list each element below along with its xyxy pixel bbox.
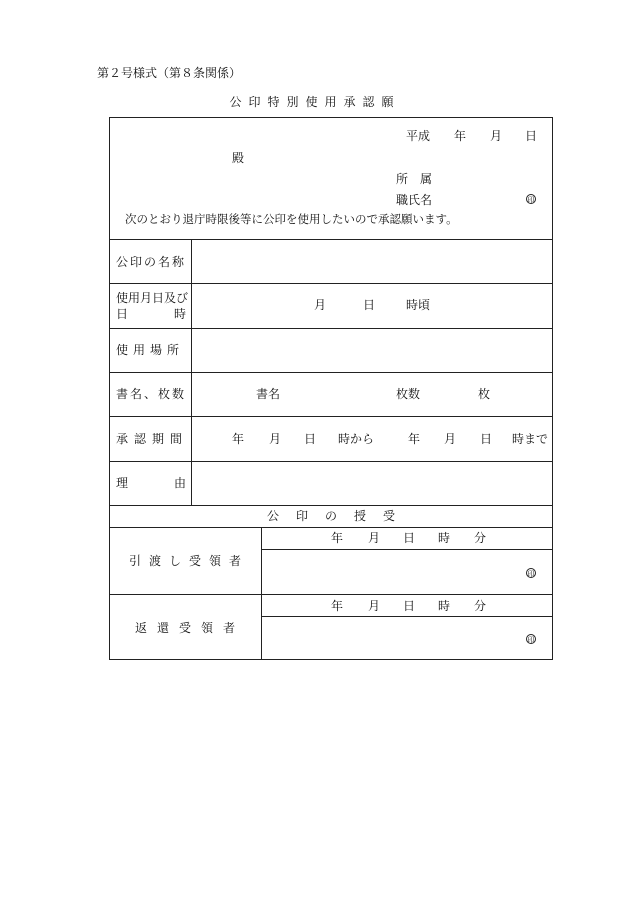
column-divider (191, 239, 192, 505)
date-month-unit: 月 (490, 129, 503, 143)
doc-count-label: 書名、枚数 (116, 387, 187, 401)
row-divider (261, 549, 553, 550)
period-from-hour: 時から (338, 432, 375, 446)
handover-day-unit: 日 (403, 531, 416, 545)
period-year-to: 年 (408, 432, 421, 446)
use-datetime-label: 使用月日及び (116, 291, 189, 305)
use-time-unit: 時頃 (406, 298, 431, 312)
period-month-to: 月 (444, 432, 457, 446)
row-divider (109, 461, 553, 462)
row-divider (109, 416, 553, 417)
doc-name-label: 書名 (256, 387, 281, 401)
row-divider (109, 594, 553, 595)
seal-name-label: 公印の名称 (116, 255, 187, 269)
handover-hour-unit: 時 (438, 531, 451, 545)
return-hour-unit: 時 (438, 599, 451, 613)
handover-month-unit: 月 (368, 531, 381, 545)
addressee-suffix: 殿 (232, 151, 245, 165)
row-divider (109, 372, 553, 373)
row-divider (109, 283, 553, 284)
date-era: 平成 (406, 129, 431, 143)
use-datetime-label-hour: 時 (174, 307, 187, 321)
handover-seal-icon: 印 (527, 570, 535, 578)
return-receiver-label: 返還受領者 (134, 621, 245, 635)
row-divider (109, 328, 553, 329)
use-place-label: 使用場所 (116, 343, 185, 357)
reason-label-b: 由 (174, 476, 187, 490)
period-day-from: 日 (304, 432, 317, 446)
use-day-unit: 日 (363, 298, 376, 312)
transfer-section-title: 公印の授受 (266, 509, 412, 523)
row-divider (261, 616, 553, 617)
handover-year-unit: 年 (331, 531, 344, 545)
return-year-unit: 年 (331, 599, 344, 613)
use-datetime-label-day: 日 (116, 307, 129, 321)
row-divider (109, 527, 553, 528)
period-day-to: 日 (480, 432, 493, 446)
request-text: 次のとおり退庁時限後等に公印を使用したいので承認願います。 (125, 212, 458, 226)
use-month-unit: 月 (314, 298, 327, 312)
row-divider (109, 239, 553, 240)
period-month-from: 月 (269, 432, 282, 446)
sheet-count-label: 枚数 (396, 387, 421, 401)
return-month-unit: 月 (368, 599, 381, 613)
applicant-seal-icon: 印 (527, 196, 535, 204)
return-seal-icon: 印 (527, 636, 535, 644)
date-day-unit: 日 (525, 129, 538, 143)
period-until-hour: 時まで (512, 432, 549, 446)
row-divider (109, 505, 553, 506)
page-title: 公印特別使用承認願 (229, 95, 401, 109)
department-label: 所 属 (396, 172, 433, 186)
return-minute-unit: 分 (474, 599, 487, 613)
handover-minute-unit: 分 (474, 531, 487, 545)
sheet-unit: 枚 (478, 387, 491, 401)
approval-period-label: 承認期間 (116, 432, 189, 446)
name-label: 職氏名 (396, 193, 433, 207)
reason-label-a: 理 (116, 476, 129, 490)
date-year-unit: 年 (454, 129, 467, 143)
handover-receiver-label: 引渡し受領者 (128, 554, 249, 568)
return-day-unit: 日 (403, 599, 416, 613)
column-divider (261, 527, 262, 660)
form-number: 第２号様式（第８条関係） (97, 66, 242, 80)
period-year-from: 年 (232, 432, 245, 446)
